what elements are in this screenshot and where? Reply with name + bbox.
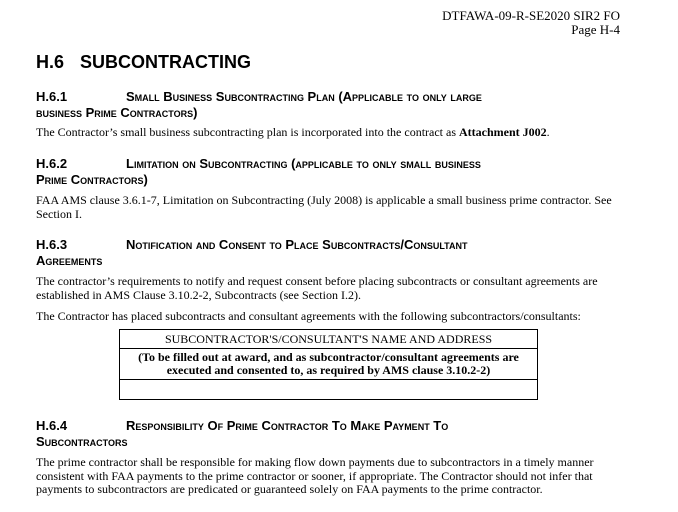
subsection-heading-h663 <box>36 237 636 269</box>
subsection-title-line1: Responsibility Of Prime Contractor To Make Payment To <box>126 418 449 433</box>
subsection-title-line2: Agreements <box>36 253 103 268</box>
document-header <box>442 9 620 37</box>
subsection-heading-h664 <box>36 418 636 450</box>
table-blank-row <box>120 380 538 400</box>
section-heading <box>36 52 251 73</box>
subsection-title-line2: Prime Contractors) <box>36 172 148 187</box>
subsection-title-line1: Notification and Consent to Place Subcontracts/Consultant <box>126 237 468 252</box>
subsection-number: H.6.4 <box>36 418 68 433</box>
subsection-title-line1: Limitation on Subcontracting (applicable to only small business <box>126 156 481 171</box>
subsection-number: H.6.3 <box>36 237 68 252</box>
subsection-number: H.6.2 <box>36 156 68 171</box>
subsection-number: H.6.1 <box>36 89 68 104</box>
subsection-body-h663-line2: The Contractor has placed subcontracts and consultant agreements with the following subcontractors/consultants: <box>36 309 581 323</box>
subsection-body-h662: FAA AMS clause 3.6.1-7, Limitation on Subcontracting (July 2008) is applicable a small business prime contractor. See Section I. <box>36 193 612 221</box>
section-title: SUBCONTRACTING <box>80 52 251 72</box>
subsection-body-h661: The Contractor’s small business subcontracting plan is incorporated into the contract as Attachment J002. <box>36 125 550 139</box>
subsection-title-line2: business Prime Contractors) <box>36 105 198 120</box>
table-instruction: (To be filled out at award, and as subcontractor/consultant agreements are executed and consented to, as required by AMS clause 3.10.2-2) <box>120 349 538 380</box>
table-header: SUBCONTRACTOR'S/CONSULTANT'S NAME AND ADDRESS <box>120 330 538 349</box>
subsection-title-line2: Subcontractors <box>36 434 128 449</box>
section-number: H.6 <box>36 52 65 72</box>
subsection-heading-h662 <box>36 156 636 188</box>
subsection-heading-h661 <box>36 89 636 121</box>
page-number: Page H-4 <box>571 22 620 37</box>
subsection-title-line1: Small Business Subcontracting Plan (Applicable to only large <box>126 89 482 104</box>
attachment-reference: Attachment J002 <box>459 125 547 139</box>
subsection-body-h663: The contractor’s requirements to notify and request consent before placing subcontracts or consultant agreements are established in AMS Clause 3.10.2-2, Subcontracts (see Section I.2). <box>36 274 598 302</box>
subsection-body-h664: The prime contractor shall be responsible for making flow down payments due to subcontractors in a timely manner consistent with FAA payments to the prime contractor or sooner, if appropriate. The Contractor should not infer that payments to subcontractors are predicated or guaranteed solely on FAA payments to the prime contractor. <box>36 455 594 496</box>
document-number: DTFAWA-09-R-SE2020 SIR2 FO <box>442 8 620 23</box>
subcontractor-table <box>119 329 538 400</box>
